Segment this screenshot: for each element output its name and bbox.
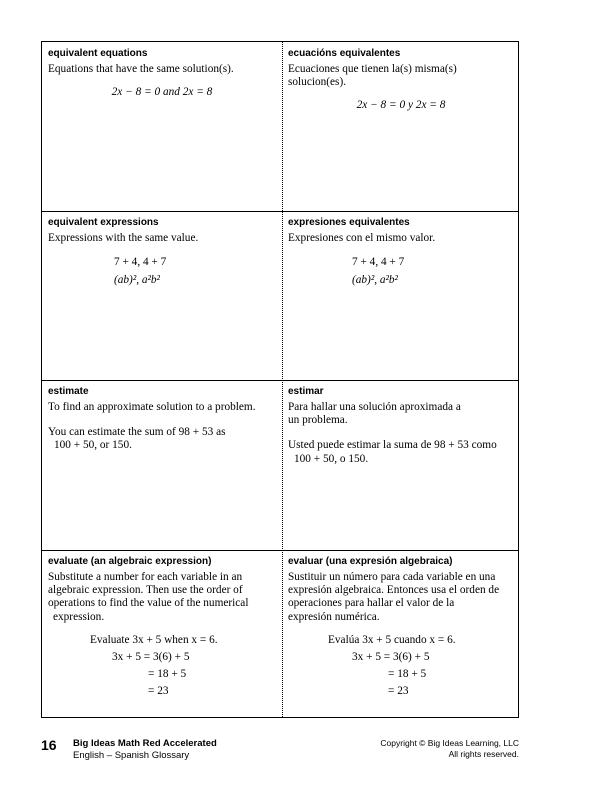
term: evaluar (una expresión algebraica) [288, 556, 453, 567]
page-number: 16 [41, 737, 57, 753]
definition-line: operaciones para hallar el valor de la [288, 597, 455, 610]
definition-line: expresión algebraica. Entonces usa el orden de [288, 584, 500, 597]
definition: Expressions with the same value. [48, 232, 199, 244]
card-spanish-ecuaciones-equivalentes [282, 42, 520, 211]
book-title: Big Ideas Math Red Accelerated [73, 738, 217, 749]
example-line: Evalúa 3x + 5 cuando x = 6. [328, 633, 456, 646]
example-2: (ab)², a²b² [352, 274, 398, 287]
definition-line: expresión numérica. [288, 610, 380, 623]
definition: Equations that have the same solution(s). [48, 63, 234, 75]
example-line-1: Usted puede estimar la suma de 98 + 53 como [288, 439, 497, 452]
card-english-equivalent-equations [42, 42, 282, 211]
definition-line: expression. [53, 610, 105, 623]
term: ecuacións equivalentes [288, 48, 401, 59]
definition-line: operations to find the value of the numerical [48, 597, 249, 610]
copyright-notice [380, 738, 519, 760]
glossary-grid [41, 41, 519, 718]
copyright-text: Copyright © Big Ideas Learning, LLC [380, 738, 519, 748]
example-line-2: 100 + 50, or 150. [54, 439, 132, 452]
card-spanish-estimar [282, 380, 520, 550]
definition-line-1: Para hallar una solución aproximada a [288, 401, 461, 413]
definition: To find an approximate solution to a problem. [48, 401, 256, 413]
book-subtitle: English – Spanish Glossary [73, 750, 190, 761]
definition-line: Substitute a number for each variable in an [48, 571, 243, 583]
example-line: = 23 [148, 684, 169, 697]
definition-line-2: un problema. [288, 414, 348, 427]
example-line: = 18 + 5 [148, 667, 187, 680]
term: expresiones equivalentes [288, 217, 410, 228]
example-1: 7 + 4, 4 + 7 [352, 256, 405, 269]
example: 2x − 8 = 0 and 2x = 8 [111, 86, 213, 99]
definition-line: algebraic expression. Then use the order of [48, 584, 243, 597]
term: equivalent expressions [48, 217, 159, 228]
example-line-2: 100 + 50, o 150. [294, 452, 369, 465]
example-line: = 18 + 5 [388, 667, 427, 680]
card-english-equivalent-expressions [42, 211, 282, 380]
term: estimar [288, 386, 324, 397]
example: 2x − 8 = 0 y 2x = 8 [356, 99, 446, 112]
card-english-estimate [42, 380, 282, 550]
example-line: 3x + 5 = 3(6) + 5 [112, 650, 190, 663]
example-line-1: You can estimate the sum of 98 + 53 as [48, 426, 226, 439]
example-1: 7 + 4, 4 + 7 [114, 256, 167, 269]
example-line: = 23 [388, 684, 409, 697]
term: estimate [48, 386, 89, 397]
card-spanish-expresiones-equivalentes [282, 211, 520, 380]
rights-text: All rights reserved. [448, 749, 519, 759]
book-info [73, 738, 217, 762]
definition: Ecuaciones que tienen la(s) misma(s) solucion(es). [288, 63, 457, 89]
definition-line: Sustituir un número para cada variable en una [288, 571, 496, 583]
example-line: 3x + 5 = 3(6) + 5 [352, 650, 430, 663]
term: evaluate (an algebraic expression) [48, 556, 212, 567]
card-spanish-evaluar [282, 550, 520, 718]
term: equivalent equations [48, 48, 148, 59]
example-line: Evaluate 3x + 5 when x = 6. [90, 633, 218, 646]
card-english-evaluate [42, 550, 282, 718]
definition: Expresiones con el mismo valor. [288, 232, 436, 244]
example-2: (ab)², a²b² [114, 274, 160, 287]
